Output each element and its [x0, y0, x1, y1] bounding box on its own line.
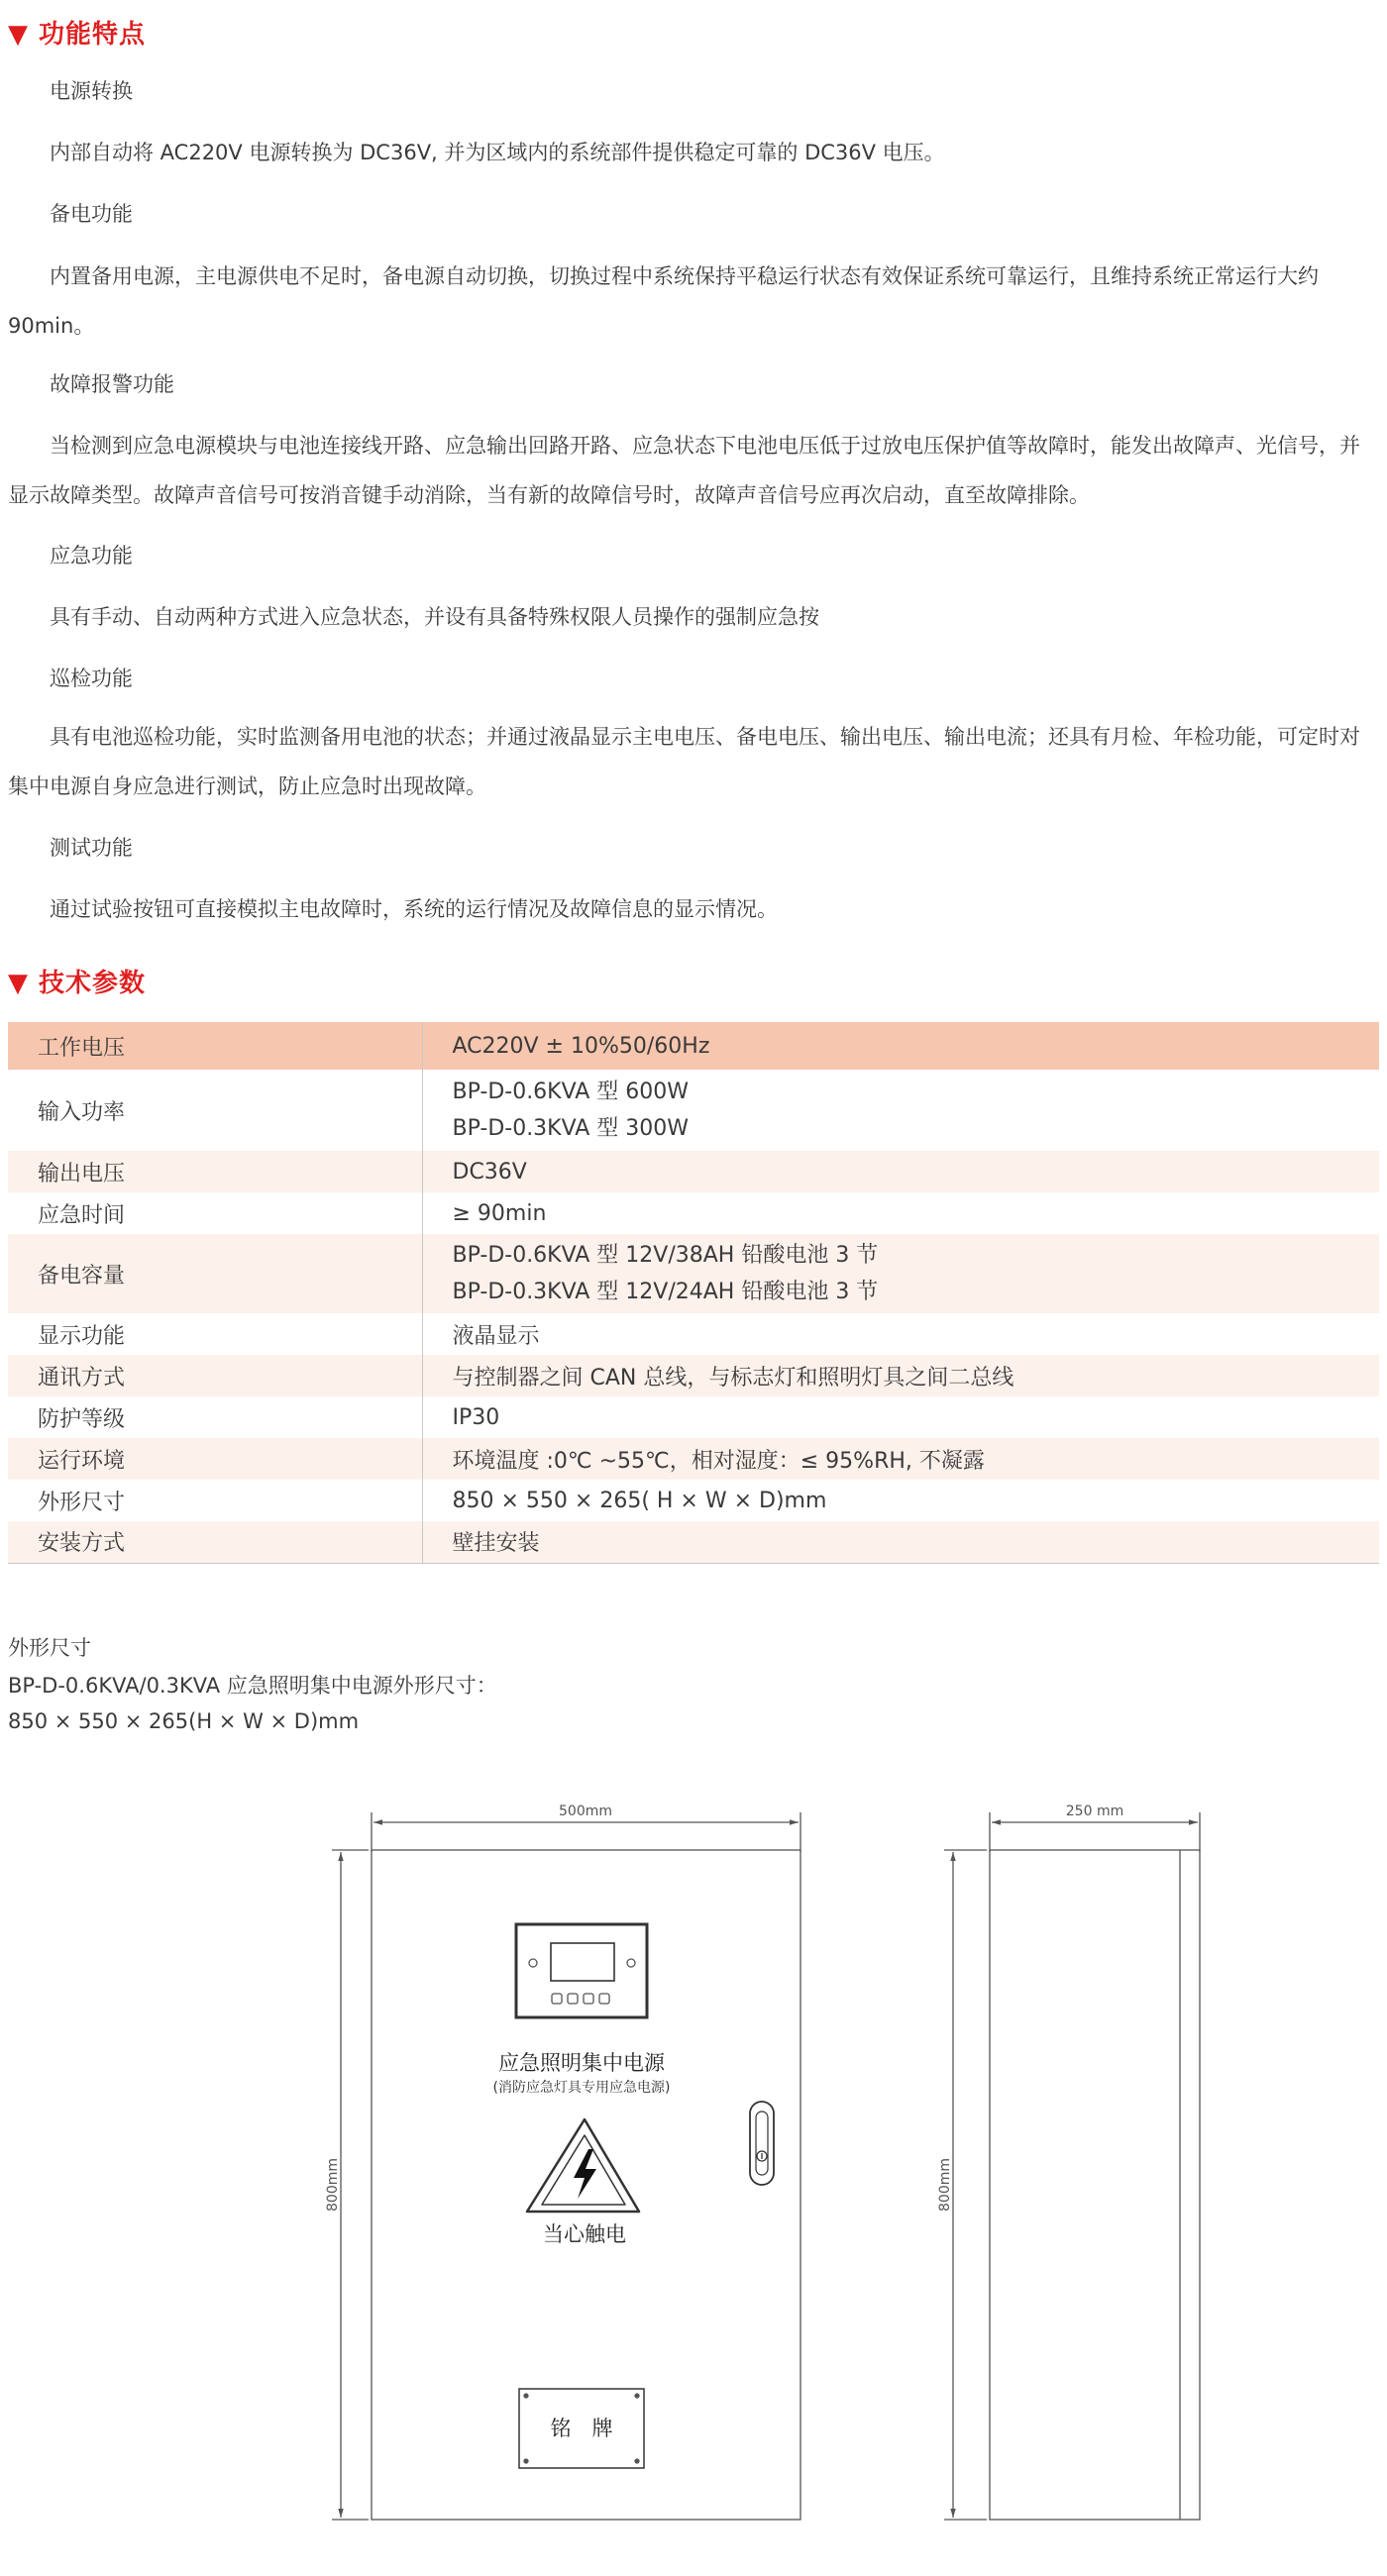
spec-label: 运行环境 — [8, 1438, 422, 1480]
spec-label: 工作电压 — [8, 1022, 422, 1070]
feature-heading: 电源转换 — [50, 79, 133, 103]
spec-label: 备电容量 — [8, 1234, 422, 1313]
feature-heading: 测试功能 — [50, 836, 133, 860]
feature-heading: 应急功能 — [50, 544, 133, 567]
dimensions-model: BP-D-0.6KVA/0.3KVA 应急照明集中电源外形尺寸： — [8, 1674, 497, 1698]
spec-value: 液晶显示 — [452, 1323, 540, 1349]
table-row — [8, 1438, 1379, 1480]
spec-label: 显示功能 — [8, 1313, 422, 1355]
features-title: ▼ 功能特点 — [8, 20, 147, 50]
spec-label: 输出电压 — [8, 1151, 422, 1192]
front-view — [332, 1812, 800, 2520]
spec-value: 850 × 550 × 265( H × W × D)mm — [452, 1488, 827, 1513]
front-height-label: 800mm — [325, 2158, 341, 2212]
spec-value: BP-D-0.6KVA 型 12V/38AH 铅酸电池 3 节 BP-D-0.3KVA 型 12V/24AH 铅酸电池 3 节 — [452, 1243, 879, 1304]
table-row — [8, 1521, 1379, 1563]
table-row — [8, 1192, 1379, 1234]
table-row — [8, 1355, 1379, 1396]
dimensions-heading: 外形尺寸 — [8, 1636, 91, 1660]
spec-label: 防护等级 — [8, 1396, 422, 1438]
table-row — [8, 1151, 1379, 1192]
feature-heading: 故障报警功能 — [50, 372, 174, 396]
dimensions-size: 850 × 550 × 265(H × W × D)mm — [8, 1709, 360, 1733]
spec-value: 与控制器之间 CAN 总线，与标志灯和照明灯具之间二总线 — [452, 1365, 1014, 1391]
side-width-label: 250 mm — [1065, 1803, 1124, 1819]
feature-text: 具有电池巡检功能，实时监测备用电池的状态；并通过液晶显示主电电压、备电电压、输出电压、输出电流；还具有月检、年检功能，可定时对集中电源自身应急进行测试，防止应急时出现故障。 — [8, 725, 1360, 798]
table-row — [8, 1396, 1379, 1438]
panel-subtitle: (消防应急灯具专用应急电源) — [492, 2080, 671, 2096]
table-row — [8, 1234, 1379, 1313]
spec-label: 外形尺寸 — [8, 1480, 422, 1521]
feature-text: 通过试验按钮可直接模拟主电故障时，系统的运行情况及故障信息的显示情况。 — [50, 897, 778, 921]
table-row — [8, 1480, 1379, 1521]
spec-table — [8, 1022, 1379, 1564]
nameplate-label: 铭 牌 — [550, 2417, 613, 2440]
specs-title: ▼ 技术参数 — [8, 969, 147, 998]
warning-label: 当心触电 — [543, 2222, 626, 2246]
spec-value: 环境温度 :0℃ ~55℃，相对湿度：≤ 95%RH, 不凝露 — [452, 1448, 985, 1474]
spec-label: 安装方式 — [8, 1521, 422, 1563]
spec-value: AC220V ± 10%50/60Hz — [452, 1033, 710, 1059]
cabinet-drawing — [297, 1793, 1228, 2545]
table-row — [8, 1022, 1379, 1070]
spec-value: DC36V — [452, 1159, 527, 1185]
side-view — [944, 1812, 1200, 2520]
table-row — [8, 1313, 1379, 1355]
spec-value: 壁挂安装 — [422, 1521, 1379, 1563]
side-height-label: 800mm — [937, 2158, 953, 2212]
feature-text: 当检测到应急电源模块与电池连接线开路、应急输出回路开路、应急状态下电池电压低于过放电压保护值等故障时，能发出故障声、光信号，并显示故障类型。故障声音信号可按消音键手动消除，当有新的故障信号时，故障声音信号应再次启动，直至故障排除。 — [8, 434, 1360, 507]
spec-label: 应急时间 — [8, 1192, 422, 1234]
spec-value: ≥ 90min — [452, 1200, 547, 1226]
panel-title: 应急照明集中电源 — [498, 2051, 665, 2075]
feature-text: 具有手动、自动两种方式进入应急状态，并设有具备特殊权限人员操作的强制应急按 — [50, 605, 819, 629]
spec-label: 输入功率 — [8, 1070, 422, 1151]
table-row — [8, 1070, 1379, 1151]
front-width-label: 500mm — [559, 1803, 612, 1819]
feature-text: 内部自动将 AC220V 电源转换为 DC36V, 并为区域内的系统部件提供稳定可靠的 DC36V 电压。 — [50, 141, 945, 164]
spec-value: IP30 — [452, 1404, 500, 1430]
spec-value: BP-D-0.6KVA 型 600W BP-D-0.3KVA 型 300W — [452, 1080, 690, 1141]
feature-text: 内置备用电源，主电源供电不足时，备电源自动切换，切换过程中系统保持平稳运行状态有效保证系统可靠运行，且维持系统正常运行大约 90min。 — [8, 264, 1319, 338]
spec-label: 通讯方式 — [8, 1355, 422, 1396]
feature-heading: 巡检功能 — [50, 667, 133, 690]
feature-heading: 备电功能 — [50, 202, 133, 226]
